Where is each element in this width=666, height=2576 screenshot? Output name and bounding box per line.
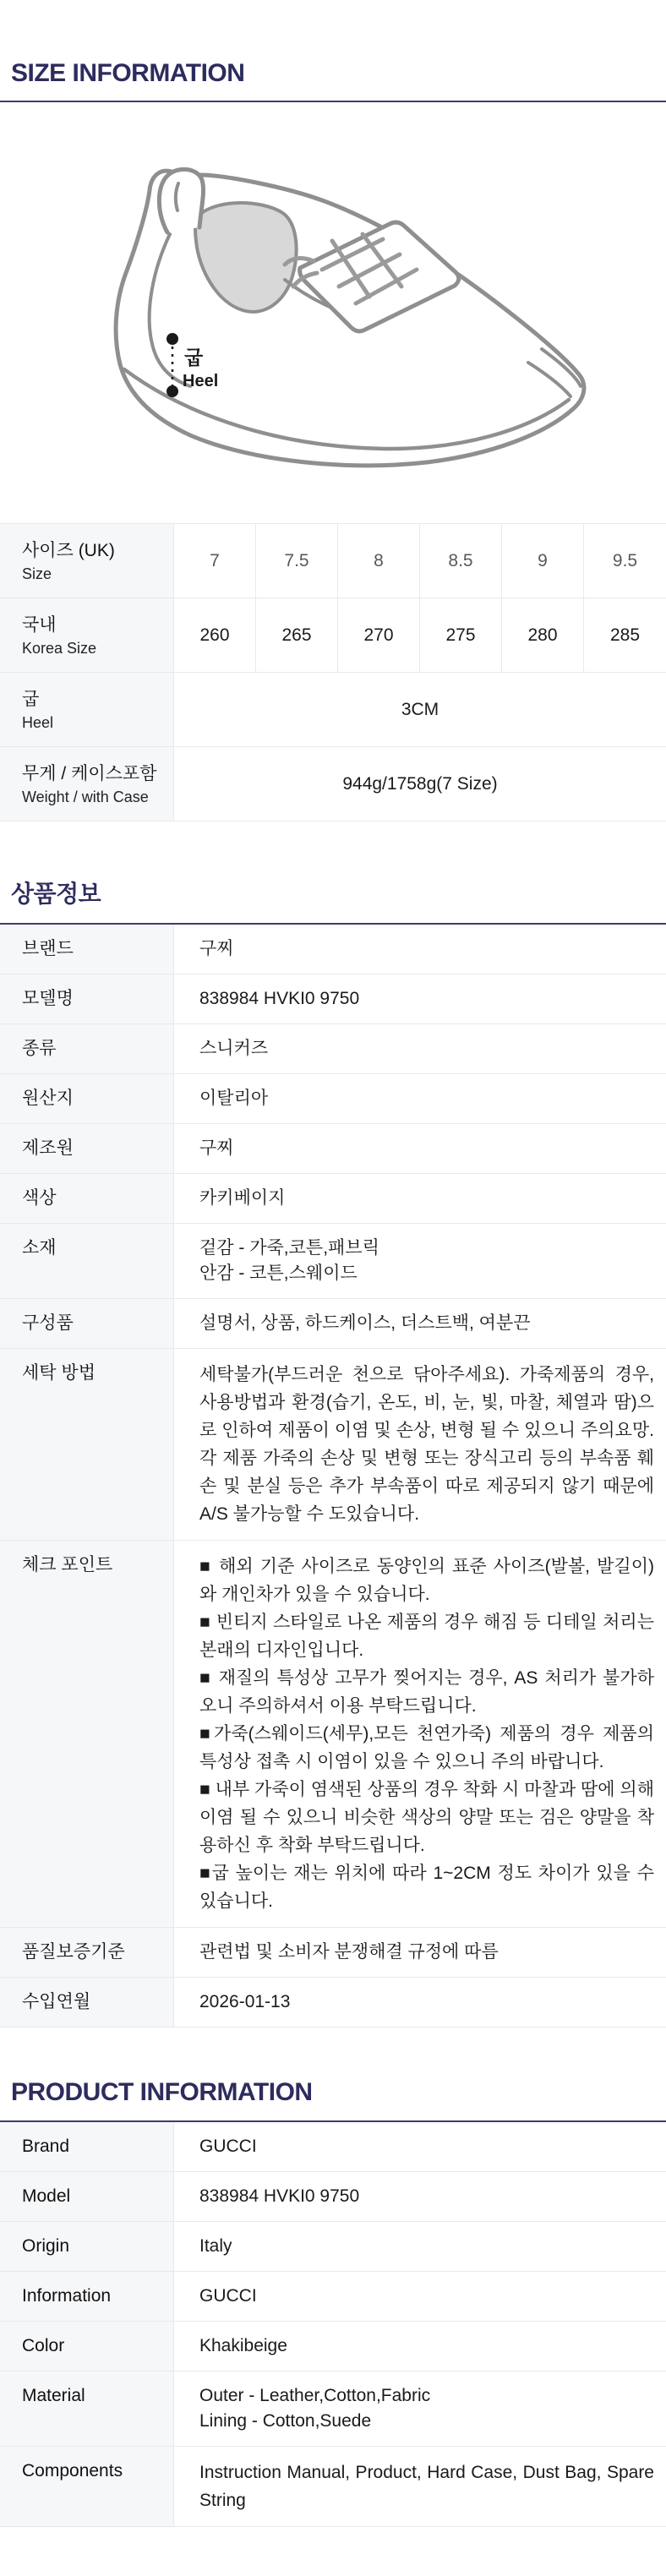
value-line: Khakibeige (199, 2336, 287, 2355)
row-value-import-date (174, 1978, 666, 2028)
checkpoint-item: ■ 빈티지 스타일로 나온 제품의 경우 해짐 등 디테일 처리는 본래의 디자인입니다. (199, 1613, 654, 1660)
row-value-components (174, 1299, 666, 1349)
row-label-manufacturer: 제조원 (0, 1124, 174, 1174)
size-value: 8 (338, 524, 420, 598)
value-line: GUCCI (199, 2286, 257, 2306)
value-line: 관련법 및 소비자 분쟁해결 규정에 따름 (199, 1942, 499, 1962)
value-line: 이탈리아 (199, 1089, 269, 1108)
label-en: Heel (22, 713, 54, 731)
value-line: 구찌 (199, 939, 234, 958)
size-value: 285 (584, 598, 666, 673)
size-value: 9.5 (584, 524, 666, 598)
value-line: Instruction Manual, Product, Hard Case, Dust Bag, Spare String (199, 2463, 654, 2510)
value-line: 구찌 (199, 1138, 234, 1158)
weight-value: 944g/1758g(7 Size) (174, 747, 666, 821)
row-value-warranty (174, 1928, 666, 1978)
value-line: 2026-01-13 (199, 1992, 291, 2011)
value-line: Outer - Leather,Cotton,Fabric (199, 2386, 431, 2405)
value-line: GUCCI (199, 2137, 257, 2156)
size-value: 9 (502, 524, 584, 598)
value-line: 카키베이지 (199, 1188, 286, 1208)
sneaker-svg (72, 161, 596, 483)
label-ko: 사이즈 (UK) (22, 540, 115, 560)
checkpoint-item: ■ 내부 가죽이 염색된 상품의 경우 착화 시 마찰과 땀에 의해 이염 될 수 있으니 비슷한 색상의 양말 또는 검은 양말을 착용하신 후 착화 부탁드립니다. (199, 1780, 654, 1855)
checkpoint-item: ■ 재질의 특성상 고무가 찢어지는 경우, AS 처리가 불가하오니 주의하셔서 이용 부탁드립니다. (199, 1668, 654, 1716)
row-label-color-en: Color (0, 2322, 174, 2371)
row-value-washing (174, 1349, 666, 1541)
heel-label-en: Heel (183, 372, 219, 390)
row-label-components: 구성품 (0, 1299, 174, 1349)
row-label-brand-en: Brand (0, 2122, 174, 2172)
heel-dot-bottom (166, 385, 178, 397)
label-ko: 무게 / 케이스포함 (22, 763, 157, 783)
row-label-material: 소재 (0, 1224, 174, 1299)
row-label-information-en: Information (0, 2272, 174, 2322)
row-label-washing: 세탁 방법 (0, 1349, 174, 1541)
size-table-label-heel (0, 673, 174, 747)
size-table-label-weight (0, 747, 174, 821)
value-line: 안감 - 코튼,스웨이드 (199, 1263, 358, 1283)
row-value-model-en (174, 2172, 666, 2222)
size-value: 270 (338, 598, 420, 673)
korean-product-info-table (0, 923, 666, 2028)
value-line: 설명서, 상품, 하드케이스, 더스트백, 여분끈 (199, 1313, 531, 1333)
row-label-brand: 브랜드 (0, 925, 174, 974)
size-value: 7.5 (256, 524, 338, 598)
korean-product-info-title: 상품정보 (11, 881, 101, 907)
row-value-information-en (174, 2272, 666, 2322)
row-label-type: 종류 (0, 1024, 174, 1074)
row-value-origin-en (174, 2222, 666, 2272)
size-table-label-korea (0, 598, 174, 673)
row-label-model: 모델명 (0, 974, 174, 1024)
sneaker-illustration (72, 161, 596, 483)
label-ko: 국내 (22, 614, 57, 635)
row-label-origin: 원산지 (0, 1074, 174, 1124)
size-table (0, 523, 666, 821)
row-value-color (174, 1174, 666, 1224)
label-en: Weight / with Case (22, 788, 149, 805)
value-line: Lining - Cotton,Suede (199, 2411, 372, 2431)
checkpoint-item: ■굽 높이는 재는 위치에 따라 1~2CM 정도 차이가 있을 수 있습니다. (199, 1864, 654, 1911)
row-label-import-date: 수입연월 (0, 1978, 174, 2028)
row-label-material-en: Material (0, 2371, 174, 2447)
value-line: 스니커즈 (199, 1039, 269, 1058)
row-label-origin-en: Origin (0, 2222, 174, 2272)
row-value-components-en (174, 2447, 666, 2527)
size-value: 7 (174, 524, 256, 598)
value-line: 겉감 - 가죽,코튼,패브릭 (199, 1238, 379, 1258)
value-line: 세탁불가(부드러운 천으로 닦아주세요). 가죽제품의 경우, 사용방법과 환경(습기, 온도, 비, 눈, 빛, 마찰, 체열과 땀)으로 인하여 제품이 이염 및 손상, 변형 될 수 있으니 주의요망. 각 제품 가죽의 손상 및 변형 또는 장식고리 등의 부속품 훼손 및 분실 등은 추가 부속품이 따로 제공되지 않기 때문에 A/S 불가능할 수 도있습니다. (199, 1365, 654, 1524)
title-rule (0, 101, 666, 102)
row-value-material (174, 1224, 666, 1299)
row-value-model (174, 974, 666, 1024)
row-label-color: 색상 (0, 1174, 174, 1224)
value-line: 838984 HVKI0 9750 (199, 989, 360, 1008)
checkpoint-item: ■ 해외 기준 사이즈로 동양인의 표준 사이즈(발볼, 발길이)와 개인차가 있을 수 있습니다. (199, 1557, 654, 1604)
size-value: 8.5 (420, 524, 502, 598)
heel-dot-top (166, 333, 178, 345)
heel-height-value: 3CM (174, 673, 666, 747)
row-value-manufacturer (174, 1124, 666, 1174)
value-line: 838984 HVKI0 9750 (199, 2186, 360, 2206)
english-product-info-table (0, 2120, 666, 2527)
heel-label-ko: 굽 (184, 347, 204, 368)
size-value: 265 (256, 598, 338, 673)
row-label-warranty: 품질보증기준 (0, 1928, 174, 1978)
size-information-title: SIZE INFORMATION (11, 59, 245, 87)
label-en: Korea Size (22, 639, 97, 657)
label-en: Size (22, 565, 52, 582)
size-value: 280 (502, 598, 584, 673)
value-line: Italy (199, 2236, 232, 2256)
size-value: 260 (174, 598, 256, 673)
row-value-origin (174, 1074, 666, 1124)
size-value: 275 (420, 598, 502, 673)
english-product-info-title: PRODUCT INFORMATION (11, 2078, 313, 2106)
row-value-checkpoints (174, 1541, 666, 1928)
row-value-color-en (174, 2322, 666, 2371)
size-table-label-uk (0, 524, 174, 598)
label-ko: 굽 (22, 689, 40, 709)
shoe-pull-tab (159, 169, 203, 232)
row-label-components-en: Components (0, 2447, 174, 2527)
row-value-type (174, 1024, 666, 1074)
checkpoint-item: ■가죽(스웨이드(세무),모든 천연가죽) 제품의 경우 제품의 특성상 접촉 시 이염이 있을 수 있으니 주의 바랍니다. (199, 1724, 654, 1771)
row-label-checkpoints: 체크 포인트 (0, 1541, 174, 1928)
row-value-material-en (174, 2371, 666, 2447)
row-value-brand-en (174, 2122, 666, 2172)
row-value-brand (174, 925, 666, 974)
row-label-model-en: Model (0, 2172, 174, 2222)
